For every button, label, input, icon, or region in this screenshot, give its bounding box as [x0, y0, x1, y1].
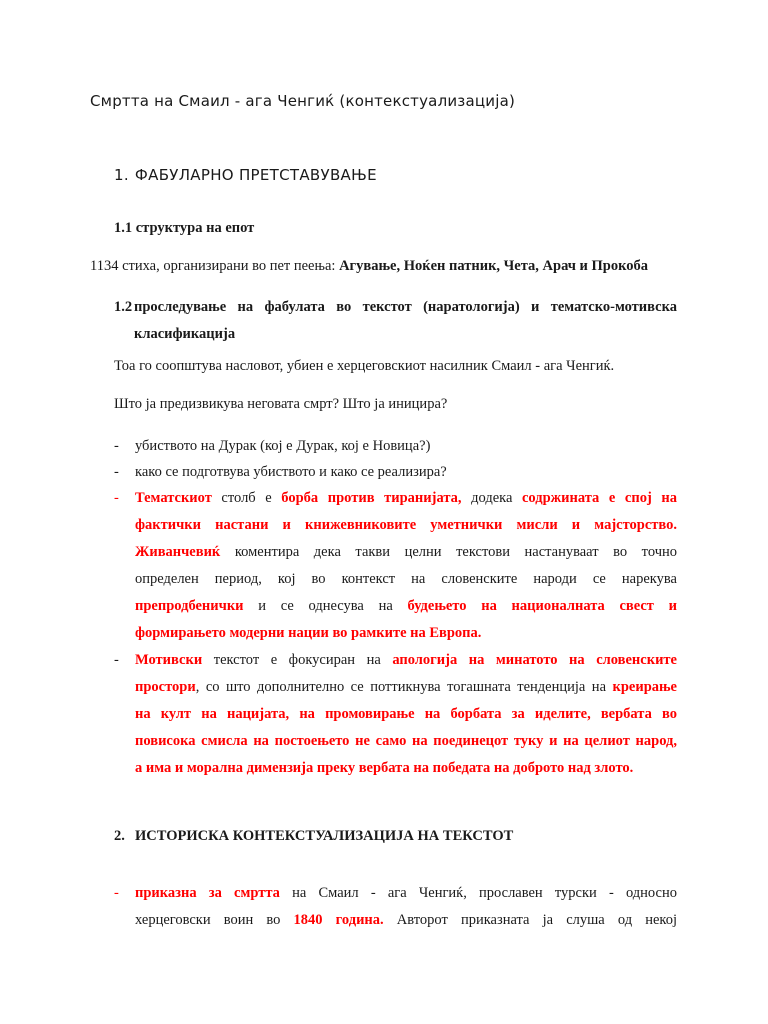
section-title: ФАБУЛАРНО ПРЕТСТАВУВАЊЕ: [134, 166, 377, 184]
text-line: фактички настани и книжевниковите уметнички мисли и мајсторство.: [135, 517, 677, 533]
section-number: 2.: [114, 828, 125, 844]
list-item: [114, 647, 677, 782]
text-line: херцеговски воин во 1840 година. Авторот приказната ја слуша од некој: [135, 912, 678, 928]
section-heading-2: [114, 828, 513, 845]
text-line: Мотивски текстот е фокусиран на апологија на минатото на словенските: [135, 652, 677, 668]
text-line: Живанчевиќ коментира дека такви целни текстови настануваат во точно: [135, 544, 677, 560]
section-number: 1.: [114, 166, 129, 184]
subsection-number: 1.2: [114, 299, 133, 315]
section-heading-1: [114, 166, 377, 184]
text-line: а има и морална димензија преку вербата на победата на доброто над злото.: [135, 760, 634, 776]
list-item: [114, 433, 677, 459]
subsection-title-line: класификација: [134, 326, 236, 342]
paragraph: Тоа го соопштува насловот, убиен е херцеговскиот насилник Смаил - ага Ченгиќ.: [114, 358, 615, 374]
section-title: ИСТОРИСКА КОНТЕКСТУАЛИЗАЦИЈА НА ТЕКСТОТ: [135, 828, 514, 844]
list-item: [114, 880, 677, 934]
dash-bullet: -: [114, 885, 119, 901]
text-line: на култ на нацијата, на промовирање на борбата за иделите, вербата во: [135, 706, 677, 722]
text-line: Тематскиот столб е борба против тиранијата, додека содржината е спој на: [135, 490, 677, 506]
text-line: приказна за смртта на Смаил - ага Ченгиќ, прославен турски - односно: [135, 885, 677, 901]
bullet-list: [114, 433, 677, 782]
paragraph: Што ја предизвикува неговата смрт? Што ја иницира?: [114, 396, 448, 412]
subsection-title-line: проследување на фабулата во текстот (наратологија) и тематско-мотивска: [134, 299, 677, 315]
stanzas-text: 1134 стиха, организирани во пет пеења:: [90, 258, 340, 274]
list-item: [114, 485, 677, 647]
dash-bullet: -: [114, 438, 119, 454]
subsection-heading-1-2: [114, 294, 677, 348]
list-item-text: убиството на Дурак (кој е Дурак, кој е Новица?): [135, 438, 431, 454]
subsection-title: [114, 294, 677, 348]
list-item-text: како се подготвува убиството и како се реализира?: [135, 464, 447, 480]
text-line: формирањето модерни нации во рамките на Европа.: [135, 625, 482, 641]
stanzas-cantos: Агување, Ноќен патник, Чета, Арач и Прокоба: [339, 258, 649, 274]
text-line: повисока смисла на постоењето не само на поединецот туку и на целиот народ,: [135, 733, 677, 749]
text-line: простори, со што дополнително се поттикнува тогашната тенденција на креирање: [135, 679, 677, 695]
stanzas-paragraph: [90, 258, 648, 275]
dash-bullet: -: [114, 464, 119, 480]
dash-bullet: -: [114, 652, 119, 668]
dash-bullet: -: [114, 490, 119, 506]
bullet-list: [114, 880, 677, 934]
subsection-heading-1-1: 1.1 структура на епот: [114, 220, 255, 236]
text-line: определен период, кој во контекст на словенските народи се нарекува: [135, 571, 677, 587]
text-line: препродбенички и се однесува на будењето на националната свест и: [135, 598, 677, 614]
document-title: Смртта на Смаил - ага Ченгиќ (контекстуализација): [90, 92, 516, 110]
list-item: [114, 459, 677, 485]
